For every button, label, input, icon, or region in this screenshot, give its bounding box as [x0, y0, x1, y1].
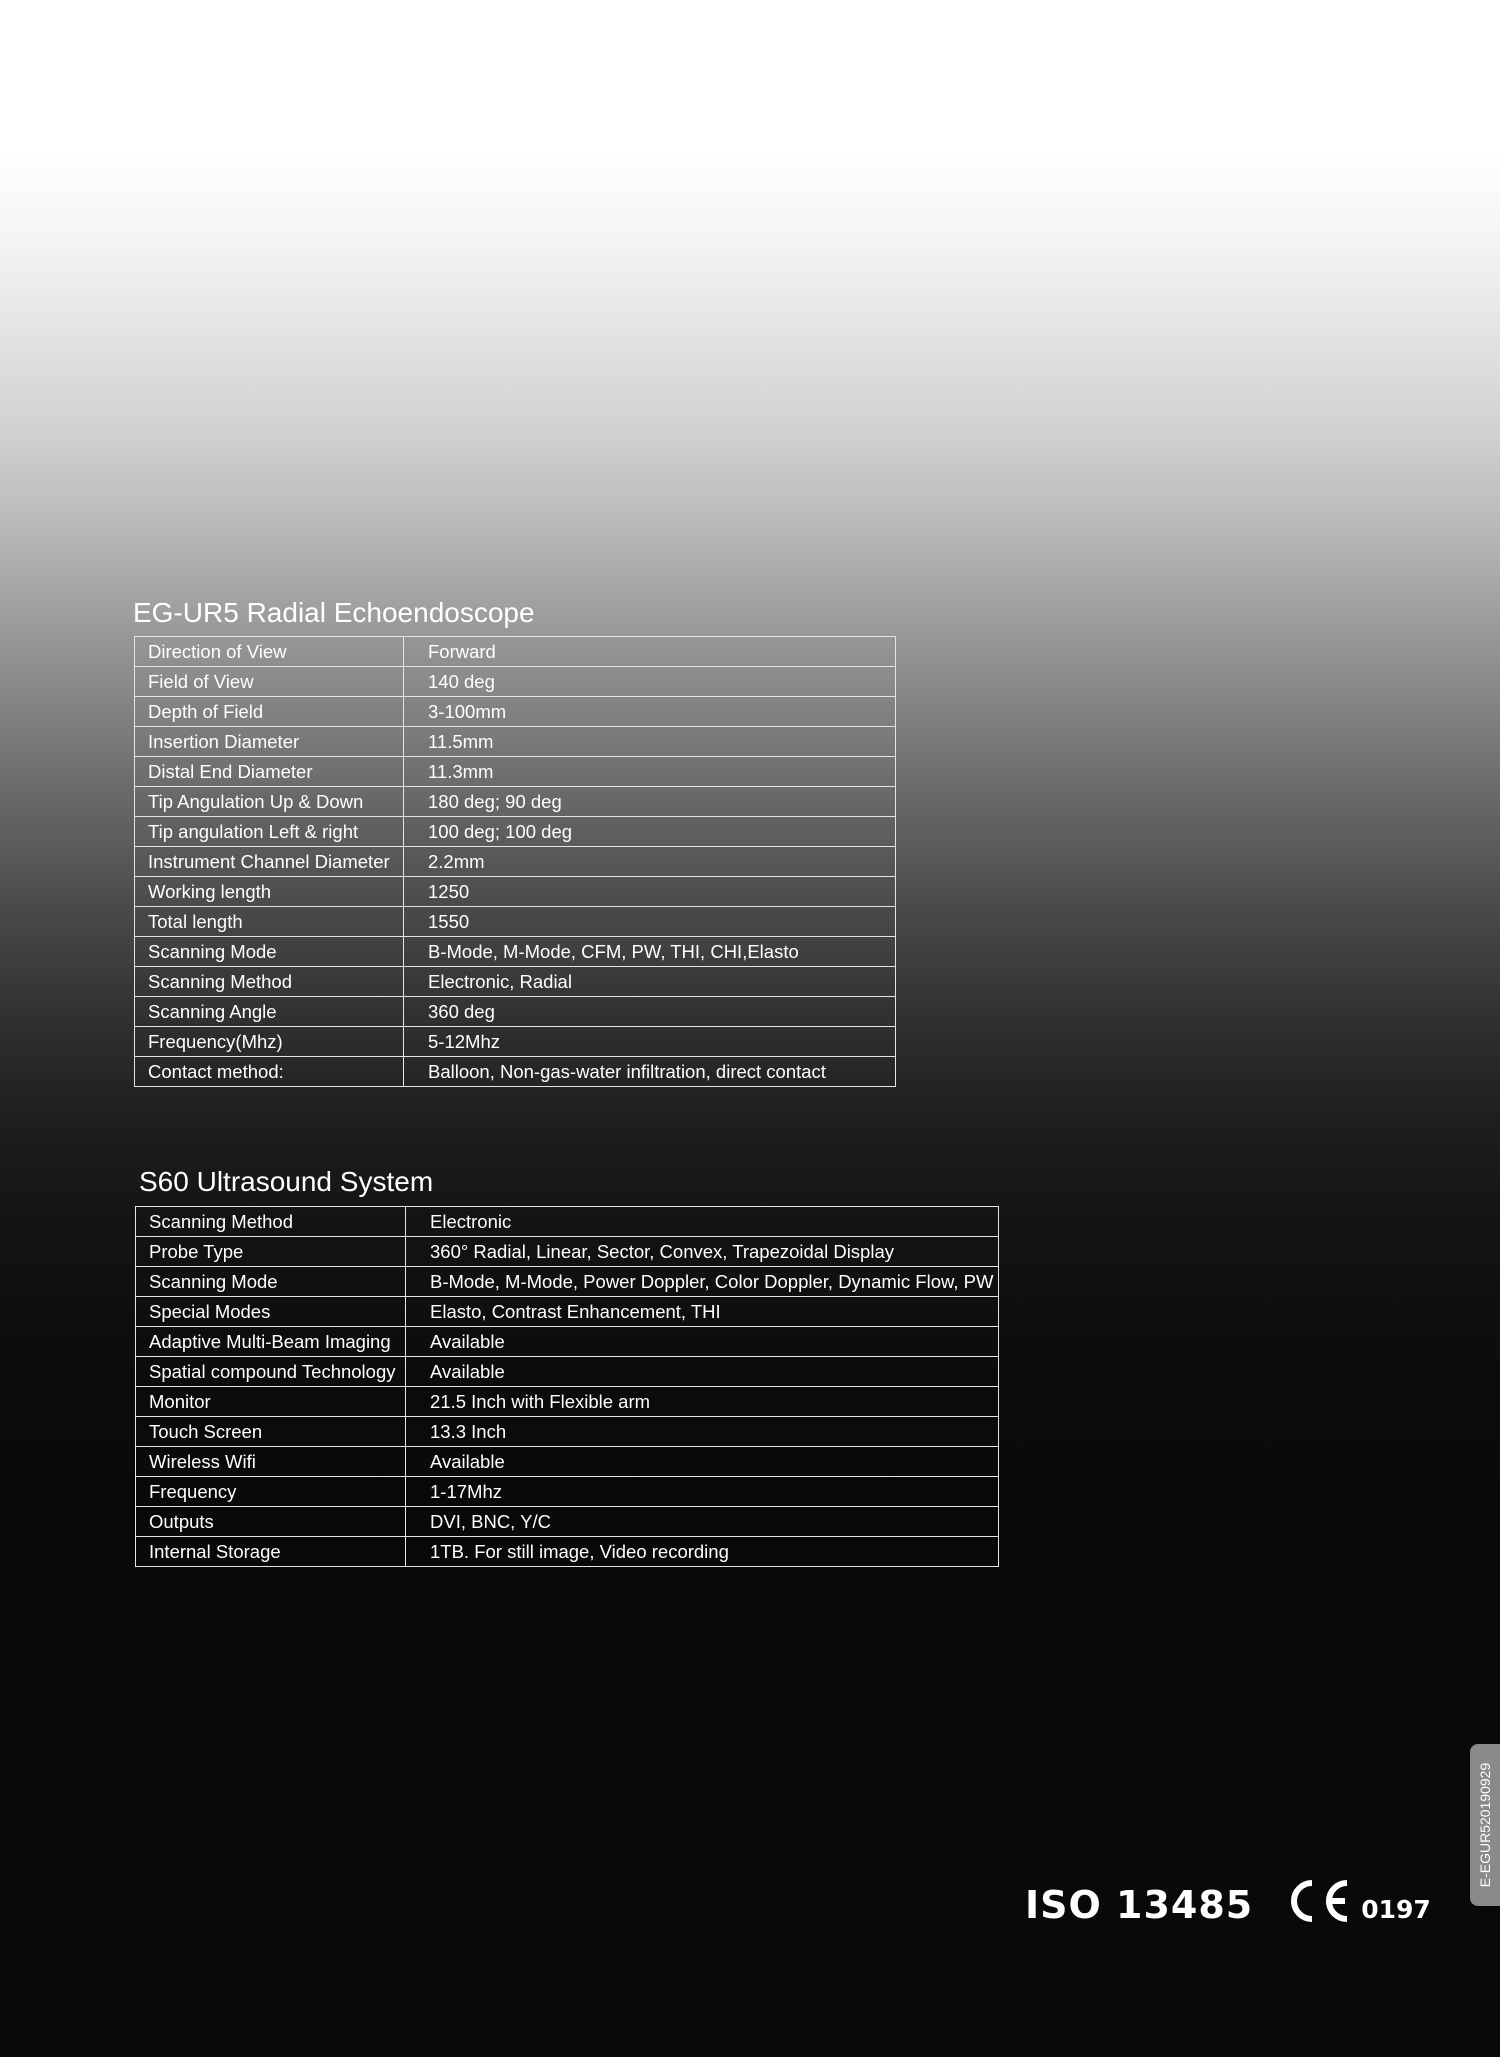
- table-row: [136, 1507, 999, 1537]
- spec-value: 5-12Mhz: [404, 1027, 896, 1057]
- table-row: [136, 1387, 999, 1417]
- table-row: [135, 637, 896, 667]
- ce-marking: [1283, 1878, 1431, 1924]
- spec-value: B-Mode, M-Mode, CFM, PW, THI, CHI,Elasto: [404, 937, 896, 967]
- ultrasound-system-spec-table: [135, 1206, 999, 1567]
- document-code-tab: [1470, 1744, 1500, 1906]
- table-row: [135, 967, 896, 997]
- spec-value: 100 deg; 100 deg: [404, 817, 896, 847]
- table-row: [136, 1447, 999, 1477]
- table-row: [135, 817, 896, 847]
- ce-notified-body-number: 0197: [1361, 1895, 1431, 1924]
- spec-label: Working length: [135, 877, 404, 907]
- table-row: [136, 1327, 999, 1357]
- spec-label: Contact method:: [135, 1057, 404, 1087]
- ce-mark-icon: [1283, 1878, 1353, 1924]
- spec-label: Internal Storage: [136, 1537, 406, 1567]
- spec-value: 13.3 Inch: [406, 1417, 999, 1447]
- spec-label: Spatial compound Technology: [136, 1357, 406, 1387]
- table-row: [136, 1207, 999, 1237]
- table-row: [136, 1297, 999, 1327]
- spec-value: 360° Radial, Linear, Sector, Convex, Trapezoidal Display: [406, 1237, 999, 1267]
- table-row: [135, 1027, 896, 1057]
- table-row: [135, 697, 896, 727]
- spec-value: Available: [406, 1447, 999, 1477]
- spec-label: Direction of View: [135, 637, 404, 667]
- ultrasound-system-title: S60 Ultrasound System: [139, 1166, 434, 1197]
- spec-label: Instrument Channel Diameter: [135, 847, 404, 877]
- spec-label: Adaptive Multi-Beam Imaging: [136, 1327, 406, 1357]
- table-row: [135, 757, 896, 787]
- spec-value: Available: [406, 1327, 999, 1357]
- table-row: [135, 877, 896, 907]
- spec-label: Frequency: [136, 1477, 406, 1507]
- spec-label: Scanning Mode: [136, 1267, 406, 1297]
- table-row: [135, 907, 896, 937]
- spec-value: 2.2mm: [404, 847, 896, 877]
- certification-marks: [1025, 1864, 1431, 1927]
- spec-value: 21.5 Inch with Flexible arm: [406, 1387, 999, 1417]
- spec-label: Total length: [135, 907, 404, 937]
- table-row: [135, 667, 896, 697]
- document-code: E-EGUR520190929: [1477, 1762, 1493, 1888]
- spec-value: 180 deg; 90 deg: [404, 787, 896, 817]
- spec-label: Probe Type: [136, 1237, 406, 1267]
- spec-value: 1250: [404, 877, 896, 907]
- spec-value: B-Mode, M-Mode, Power Doppler, Color Doppler, Dynamic Flow, PW: [406, 1267, 999, 1297]
- spec-label: Distal End Diameter: [135, 757, 404, 787]
- spec-label: Monitor: [136, 1387, 406, 1417]
- spec-value: 360 deg: [404, 997, 896, 1027]
- spec-value: 11.5mm: [404, 727, 896, 757]
- spec-value: DVI, BNC, Y/C: [406, 1507, 999, 1537]
- table-row: [135, 847, 896, 877]
- echoendoscope-title: EG-UR5 Radial Echoendoscope: [133, 597, 535, 628]
- spec-value: Balloon, Non-gas-water infiltration, direct contact: [404, 1057, 896, 1087]
- spec-label: Wireless Wifi: [136, 1447, 406, 1477]
- spec-value: 1-17Mhz: [406, 1477, 999, 1507]
- spec-value: Electronic: [406, 1207, 999, 1237]
- table-row: [136, 1267, 999, 1297]
- spec-label: Special Modes: [136, 1297, 406, 1327]
- spec-label: Outputs: [136, 1507, 406, 1537]
- spec-value: 1550: [404, 907, 896, 937]
- table-row: [135, 727, 896, 757]
- echoendoscope-spec-table: [134, 636, 896, 1087]
- table-row: [136, 1537, 999, 1567]
- spec-label: Depth of Field: [135, 697, 404, 727]
- table-row: [136, 1477, 999, 1507]
- spec-value: 3-100mm: [404, 697, 896, 727]
- spec-value: 1TB. For still image, Video recording: [406, 1537, 999, 1567]
- spec-label: Field of View: [135, 667, 404, 697]
- spec-value: 11.3mm: [404, 757, 896, 787]
- table-row: [135, 997, 896, 1027]
- spec-label: Scanning Mode: [135, 937, 404, 967]
- spec-label: Scanning Method: [135, 967, 404, 997]
- spec-value: 140 deg: [404, 667, 896, 697]
- spec-label: Scanning Method: [136, 1207, 406, 1237]
- table-row: [136, 1357, 999, 1387]
- spec-label: Frequency(Mhz): [135, 1027, 404, 1057]
- table-row: [135, 937, 896, 967]
- spec-label: Tip angulation Left & right: [135, 817, 404, 847]
- spec-value: Elasto, Contrast Enhancement, THI: [406, 1297, 999, 1327]
- iso-certification: ISO 13485: [1025, 1883, 1254, 1927]
- spec-value: Available: [406, 1357, 999, 1387]
- table-row: [136, 1237, 999, 1267]
- spec-value: Electronic, Radial: [404, 967, 896, 997]
- table-row: [135, 1057, 896, 1087]
- spec-label: Insertion Diameter: [135, 727, 404, 757]
- table-row: [136, 1417, 999, 1447]
- spec-label: Scanning Angle: [135, 997, 404, 1027]
- spec-value: Forward: [404, 637, 896, 667]
- spec-label: Touch Screen: [136, 1417, 406, 1447]
- table-row: [135, 787, 896, 817]
- spec-label: Tip Angulation Up & Down: [135, 787, 404, 817]
